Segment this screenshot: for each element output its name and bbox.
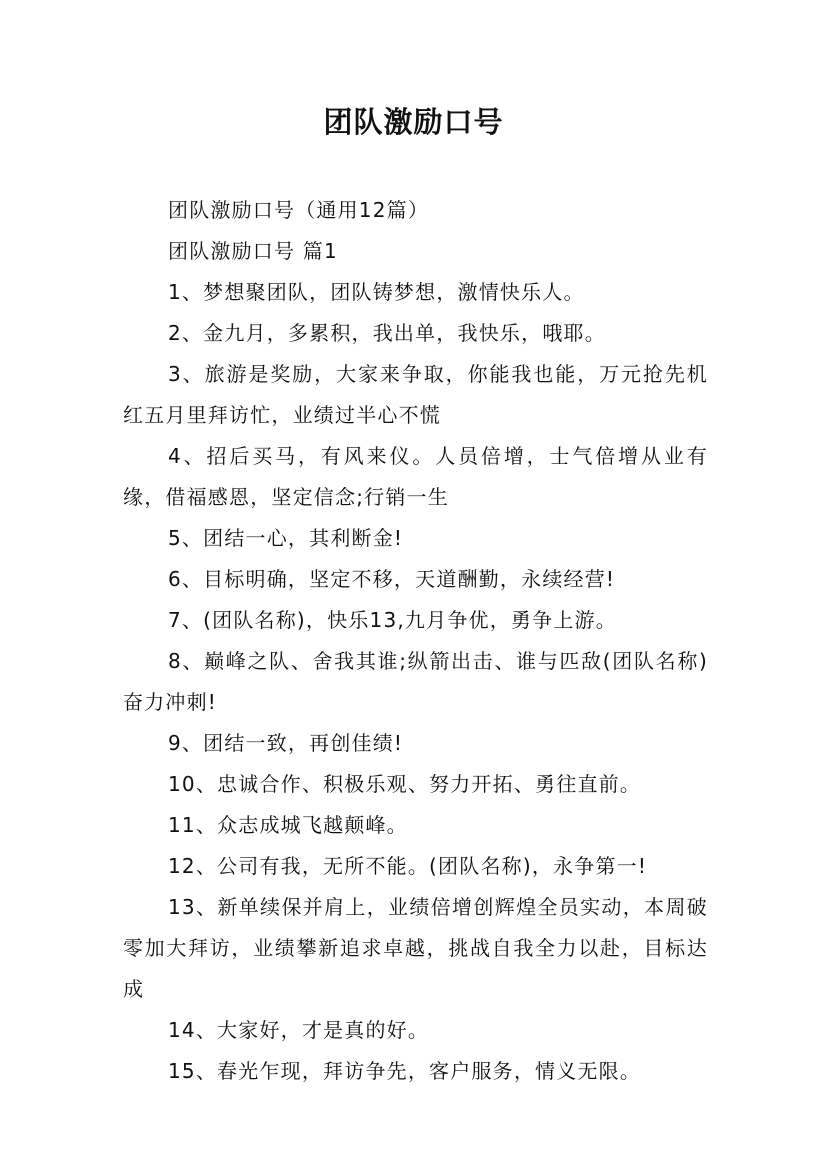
slogan-item-13: 13、新单续保并肩上，业绩倍增创辉煌全员实动，本周破零加大拜访，业绩攀新追求卓越，挑战自我全力以赴，目标达成 xyxy=(123,895,708,1001)
slogan-item-3: 3、旅游是奖励，大家来争取，你能我也能，万元抢先机红五月里拜访忙，业绩过半心不慌 xyxy=(123,362,708,427)
document-title: 团队激励口号 xyxy=(323,105,504,139)
slogan-item-8: 8、巅峰之队、舍我其谁;纵箭出击、谁与匹敌(团队名称)奋力冲刺! xyxy=(123,649,708,714)
paragraph-intro: 团队激励口号（通用12篇） xyxy=(168,198,430,222)
slogan-item-11: 11、众志成城飞越颠峰。 xyxy=(168,813,408,837)
slogan-item-6: 6、目标明确，坚定不移，天道酬勤，永续经营! xyxy=(168,567,616,591)
slogan-item-5: 5、团结一心，其利断金! xyxy=(168,526,404,550)
slogan-item-10: 10、忠诚合作、积极乐观、努力开拓、勇往直前。 xyxy=(168,772,642,796)
slogan-item-15: 15、春光乍现，拜访争先，客户服务，情义无限。 xyxy=(168,1059,642,1083)
slogan-item-4: 4、招后买马，有风来仪。人员倍增，士气倍增从业有缘，借福感恩，坚定信念;行销一生 xyxy=(123,444,708,509)
paragraph-section-heading: 团队激励口号 篇1 xyxy=(168,239,338,263)
slogan-item-2: 2、金九月，多累积，我出单，我快乐，哦耶。 xyxy=(168,321,606,345)
slogan-item-12: 12、公司有我，无所不能。(团队名称)，永争第一! xyxy=(168,854,648,878)
slogan-item-9: 9、团结一致，再创佳绩! xyxy=(168,731,404,755)
document-body xyxy=(123,190,708,1092)
slogan-item-7: 7、(团队名称)，快乐13,九月争优，勇争上游。 xyxy=(168,608,617,632)
slogan-item-14: 14、大家好，才是真的好。 xyxy=(168,1018,430,1042)
slogan-item-1: 1、梦想聚团队，团队铸梦想，激情快乐人。 xyxy=(168,280,585,304)
